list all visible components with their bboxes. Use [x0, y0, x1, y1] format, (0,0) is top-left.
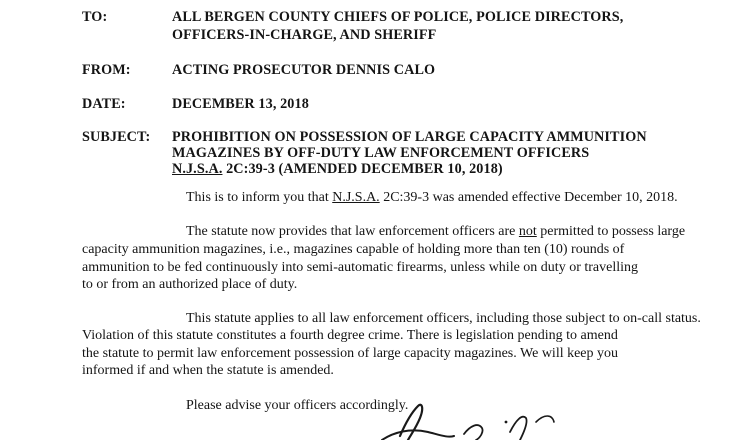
handwritten-signature-icon: [360, 392, 580, 440]
to-line-2: OFFICERS-IN-CHARGE, AND SHERIFF: [172, 27, 437, 43]
p1-statute-ref: N.J.S.A.: [332, 190, 380, 205]
p2-line1-pre: The statute now provides that law enforcement officers are: [186, 224, 519, 239]
date-value: DECEMBER 13, 2018: [172, 96, 309, 112]
date-label: DATE:: [82, 96, 126, 112]
from-label: FROM:: [82, 62, 131, 78]
paragraph-2-line-2: capacity ammunition magazines, i.e., magazines capable of holding more than ten (10) rounds of: [82, 242, 625, 257]
paragraph-4: Please advise your officers accordingly.: [186, 398, 409, 413]
paragraph-3-line-4: informed if and when the statute is amended.: [82, 363, 334, 378]
p1-post: 2C:39-3 was amended effective December 10, 2018.: [379, 190, 678, 205]
subject-line-2: MAGAZINES BY OFF-DUTY LAW ENFORCEMENT OFFICERS: [172, 145, 590, 161]
from-value: ACTING PROSECUTOR DENNIS CALO: [172, 62, 436, 78]
p1-pre: This is to inform you that: [186, 190, 333, 205]
paragraph-2-line-3: ammunition to be fed continuously into semi-automatic firearms, unless while on duty or travelling: [82, 260, 639, 275]
paragraph-3-line-3: the statute to permit law enforcement possession of large capacity magazines. We will keep you: [82, 346, 619, 361]
paragraph-3-line-1: This statute applies to all law enforcement officers, including those subject to on-call status.: [186, 311, 701, 326]
paragraph-2-line-1: [186, 222, 685, 241]
paragraph-2-line-4: to or from an authorized place of duty.: [82, 277, 298, 292]
subject-line-3-rest: 2C:39-3 (AMENDED DECEMBER 10, 2018): [222, 161, 503, 177]
paragraph-1: [186, 188, 678, 207]
to-label: TO:: [82, 9, 108, 25]
to-line-1: ALL BERGEN COUNTY CHIEFS OF POLICE, POLICE DIRECTORS,: [172, 9, 624, 25]
p2-not-emphasis: not: [518, 224, 537, 239]
paragraph-3-line-2: Violation of this statute constitutes a fourth degree crime. There is legislation pending to amend: [82, 328, 618, 343]
subject-line-1: PROHIBITION ON POSSESSION OF LARGE CAPACITY AMMUNITION: [172, 129, 647, 145]
p2-line1-post: permitted to possess large: [536, 224, 686, 239]
subject-line-3: [172, 160, 503, 178]
subject-label: SUBJECT:: [82, 129, 151, 145]
subject-statute-ref: N.J.S.A.: [172, 161, 223, 177]
